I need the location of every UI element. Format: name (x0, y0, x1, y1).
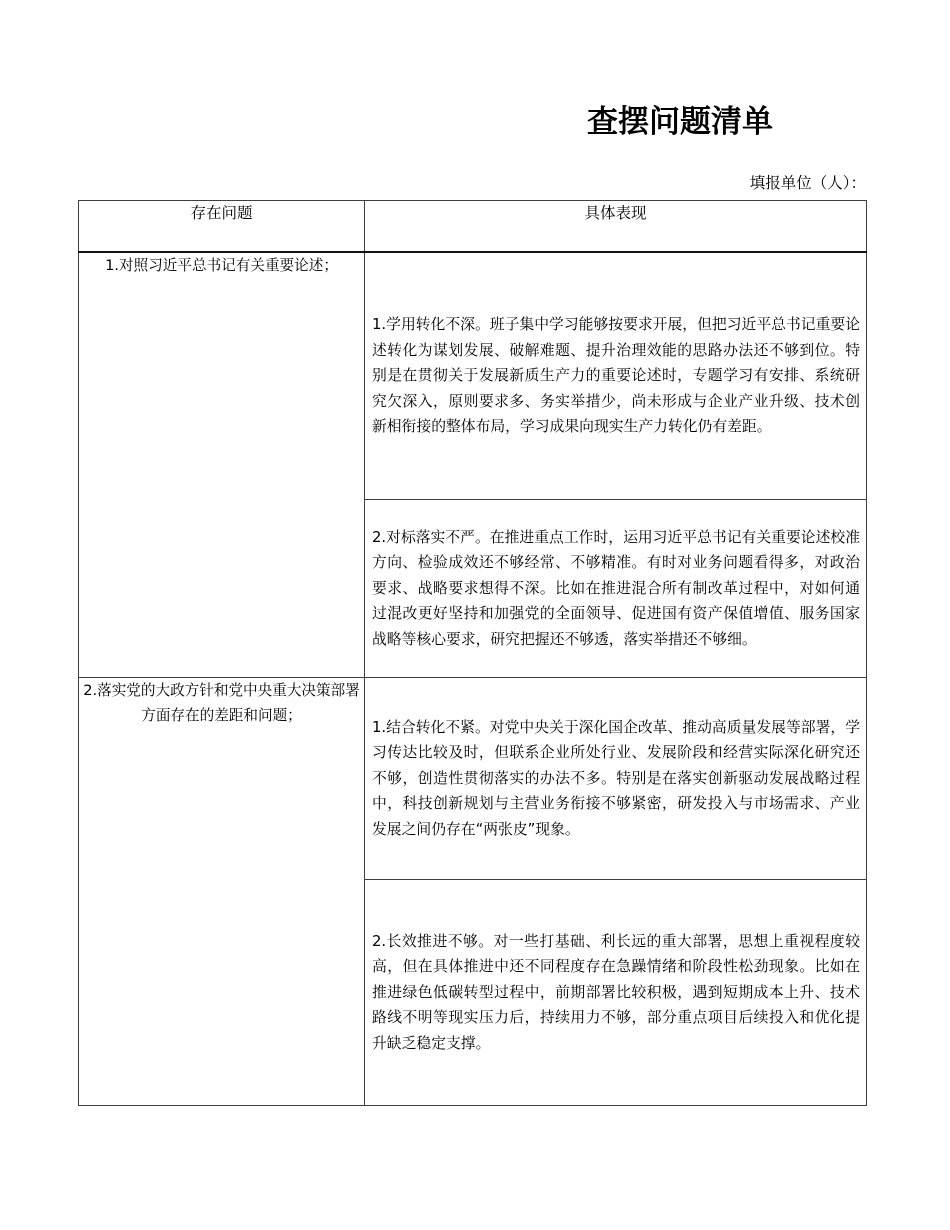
table-header-row (79, 201, 867, 253)
problem-checklist-table (78, 200, 867, 1106)
problem-category-cell (79, 678, 365, 1106)
page-title: 查摆问题清单 (587, 104, 773, 140)
table-row (79, 252, 867, 678)
manifestation-item (365, 253, 866, 499)
manifestation-item-text: 2.对标落实不严。在推进重点工作时，运用习近平总书记有关重要论述校准方向、检验成效还不够经常、不够精准。有时对业务问题看得多，对政治要求、战略要求想得不深。比如在推进混合所有制改革过程中，对如何通过混改更好坚持和加强党的全面领导、促进国有资产保值增值、服务国家战略等核心要求，研究把握还不够透，落实举措还不够细。 (372, 528, 860, 648)
manifestation-item-text: 1.结合转化不紧。对党中央关于深化国企改革、推动高质量发展等部署，学习传达比较及时，但联系企业所处行业、发展阶段和经营实际深化研究还不够，创造性贯彻落实的办法不多。特别是在落实创新驱动发展战略过程中，科技创新规划与主营业务衔接不够紧密，研发投入与市场需求、产业发展之间仍存在“两张皮”现象。 (372, 718, 860, 838)
manifestation-item-text: 1.学用转化不深。班子集中学习能够按要求开展，但把习近平总书记重要论述转化为谋划发展、破解难题、提升治理效能的思路办法还不够到位。特别是在贯彻关于发展新质生产力的重要论述时，专题学习有安排、系统研究欠深入，原则要求多、务实举措少，尚未形成与企业产业升级、技术创新相衔接的整体布局，学习成果向现实生产力转化仍有差距。 (372, 316, 860, 436)
fill-unit-label: 填报单位（人）： (749, 174, 866, 192)
manifestation-item (365, 499, 866, 677)
table-row (79, 678, 867, 1106)
problem-category-cell (79, 252, 365, 678)
problem-category-label: 2.落实党的大政方针和党中央重大决策部署方面存在的差距和问题； (83, 682, 360, 724)
problem-category-label: 1.对照习近平总书记有关重要论述； (105, 257, 338, 274)
manifestation-cell (365, 678, 867, 1106)
column-header-problem: 存在问题 (79, 201, 365, 253)
manifestation-item (365, 879, 866, 1105)
manifestation-item-text: 2.长效推进不够。对一些打基础、利长远的重大部署，思想上重视程度较高，但在具体推进中还不同程度存在急躁情绪和阶段性松劲现象。比如在推进绿色低碳转型过程中，前期部署比较积极，遇到短期成本上升、技术路线不明等现实压力后，持续用力不够，部分重点项目后续投入和优化提升缺乏稳定支撑。 (372, 932, 860, 1052)
manifestation-cell (365, 252, 867, 678)
manifestation-item (365, 678, 866, 879)
column-header-manifestation: 具体表现 (365, 201, 867, 253)
